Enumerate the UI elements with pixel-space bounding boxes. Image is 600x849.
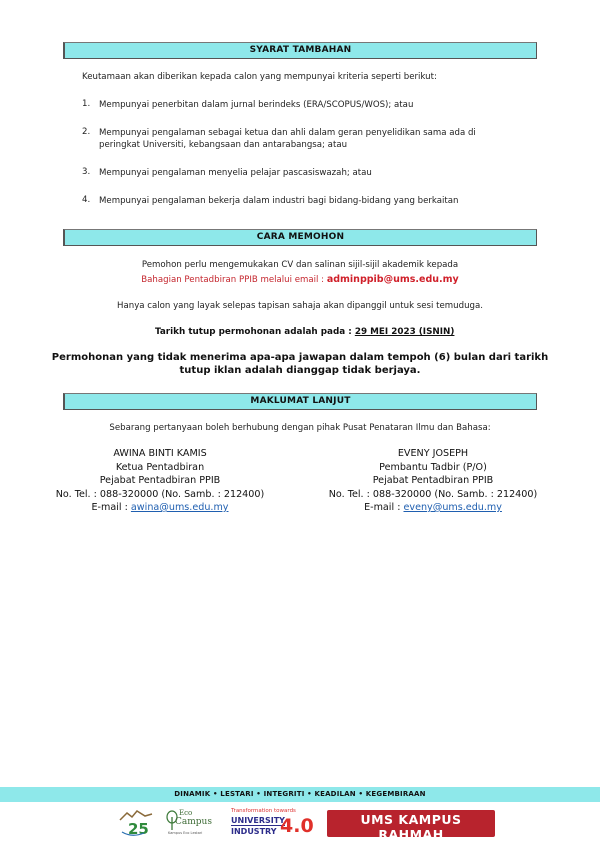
deadline-value: 29 MEI 2023 (ISNIN) xyxy=(354,327,455,337)
syarat-intro: Keutamaan akan diberikan kepada calon yang mempunyai kriteria seperti berikut: xyxy=(82,72,437,82)
campus-text: Campus xyxy=(175,817,212,827)
contact-office: Pejabat Pentadbiran PPIB xyxy=(372,475,494,486)
contact-email-link[interactable]: eveny@ums.edu.my xyxy=(403,502,502,513)
list-item: Mempunyai pengalaman sebagai ketua dan ahli dalam geran penyelidikan sama ada di xyxy=(99,128,476,138)
contact-position: Ketua Pentadbiran xyxy=(115,461,205,473)
rahmah-title: UMS KAMPUS RAHMAH xyxy=(360,812,462,842)
contact-name: EVENY JOSEPH xyxy=(397,448,469,459)
anniversary-number: 25 xyxy=(128,820,149,838)
maklumat-intro: Sebarang pertanyaan boleh berhubung dengan pihak Pusat Penataran Ilmu dan Bahasa: xyxy=(109,423,491,433)
section-header-maklumat-lanjut: MAKLUMAT LANJUT xyxy=(63,393,537,410)
university-industry-logo xyxy=(230,808,315,838)
university-text: UNIVERSITY xyxy=(231,816,285,825)
admin-email-link[interactable]: adminppib@ums.edu.my xyxy=(326,274,459,285)
notice-line1: Permohonan yang tidak menerima apa-apa jawapan dalam tempoh (6) bulan dari tarikh xyxy=(51,352,549,363)
rahmah-tagline: TERAS KECEMERLANGAN DAN KEUNGGULAN xyxy=(342,842,480,848)
contact-email-row xyxy=(293,501,573,515)
notice-line2: tutup iklan adalah dianggap tidak berjaya. xyxy=(179,365,421,376)
cara-line2-prefix: Bahagian Pentadbiran PPIB melalui email : xyxy=(141,275,327,285)
contact-email-row xyxy=(20,501,300,515)
contact-office: Pejabat Pentadbiran PPIB xyxy=(99,475,221,486)
core-values-band: DINAMIK • LESTARI • INTEGRITI • KEADILAN • KEGEMBIRAAN xyxy=(0,787,600,802)
transform-text: Transformation towards xyxy=(231,808,296,814)
section-header-syarat: SYARAT TAMBAHAN xyxy=(63,42,537,59)
deadline xyxy=(155,326,454,338)
list-item: Mempunyai pengalaman menyelia pelajar pascasiswazah; atau xyxy=(99,168,372,178)
list-item: Mempunyai pengalaman bekerja dalam industri bagi bidang-bidang yang berkaitan xyxy=(99,196,459,206)
list-number: 1. xyxy=(82,99,91,109)
anniversary-logo xyxy=(118,808,154,838)
list-item: Mempunyai penerbitan dalam jurnal berindeks (ERA/SCOPUS/WOS); atau xyxy=(99,100,414,110)
deadline-label: Tarikh tutup permohonan adalah pada : xyxy=(155,327,355,337)
contact-card xyxy=(20,447,300,515)
eco-text: Eco xyxy=(179,809,193,817)
contact-email-label: E-mail : xyxy=(91,502,131,513)
contact-tel: No. Tel. : 088-320000 (No. Samb. : 212400) xyxy=(55,488,265,500)
eco-tagline: Kampus Eco Lestari xyxy=(168,831,203,835)
list-number: 2. xyxy=(82,127,91,137)
anniversary-25-icon xyxy=(118,808,154,838)
contact-email-link[interactable]: awina@ums.edu.my xyxy=(130,502,229,513)
cara-line1: Pemohon perlu mengemukakan CV dan salinan sijil-sijil akademik kepada xyxy=(141,260,459,270)
list-item-continued: peringkat Universiti, kebangsaan dan antarabangsa; atau xyxy=(99,140,348,150)
kampus-rahmah-logo xyxy=(327,810,495,848)
eco-campus-logo xyxy=(165,808,215,840)
list-number: 3. xyxy=(82,167,91,177)
cara-line2 xyxy=(0,274,600,286)
contact-name: AWINA BINTI KAMIS xyxy=(113,448,207,459)
contact-tel: No. Tel. : 088-320000 (No. Samb. : 212400) xyxy=(328,488,538,500)
contact-email-label: E-mail : xyxy=(364,502,404,513)
industry-text: INDUSTRY xyxy=(231,827,277,836)
contact-position: Pembantu Tadbir (P/O) xyxy=(379,461,487,473)
contact-card xyxy=(293,447,573,515)
list-number: 4. xyxy=(82,195,91,205)
section-header-cara-memohon: CARA MEMOHON xyxy=(63,229,537,246)
version-text: 4.0 xyxy=(280,815,314,837)
shortlist-note: Hanya calon yang layak selepas tapisan sahaja akan dipanggil untuk sesi temuduga. xyxy=(117,301,483,311)
